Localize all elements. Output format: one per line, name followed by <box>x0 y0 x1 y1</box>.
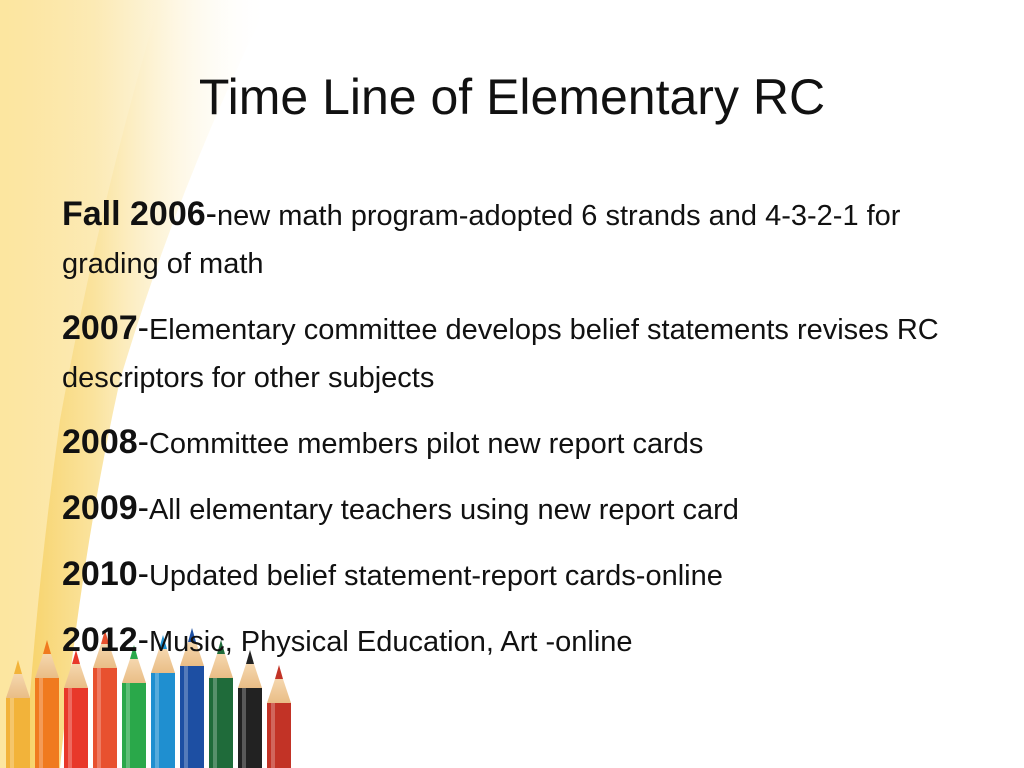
timeline-description: All elementary teachers using new report card <box>148 494 739 526</box>
timeline-item <box>62 304 952 402</box>
timeline-list <box>62 190 952 682</box>
timeline-item <box>62 190 952 288</box>
timeline-item <box>62 616 952 666</box>
timeline-description: Updated belief statement-report cards-online <box>148 560 723 592</box>
timeline-separator: - <box>137 555 149 593</box>
timeline-year: Fall 2006 <box>62 195 206 233</box>
slide-title: Time Line of Elementary RC <box>198 69 826 125</box>
timeline-year: 2008 <box>62 423 138 461</box>
timeline-description: new math program-adopted 6 strands and 4-3-2-1 for grading of math <box>62 200 901 280</box>
timeline-description: Committee members pilot new report cards <box>148 428 704 460</box>
timeline-separator: - <box>137 489 149 527</box>
timeline-year: 2007 <box>62 309 138 347</box>
timeline-year: 2009 <box>62 489 138 527</box>
timeline-item <box>62 418 952 468</box>
timeline-year: 2010 <box>62 555 138 593</box>
timeline-description: Music, Physical Education, Art -online <box>148 626 633 658</box>
timeline-item <box>62 550 952 600</box>
timeline-item <box>62 484 952 534</box>
timeline-year: 2012 <box>62 621 138 659</box>
timeline-description: Elementary committee develops belief statements revises RC descriptors for other subjects <box>62 314 939 394</box>
timeline-separator: - <box>137 423 149 461</box>
timeline-separator: - <box>137 309 149 347</box>
timeline-separator: - <box>137 621 149 659</box>
timeline-separator: - <box>205 195 217 233</box>
